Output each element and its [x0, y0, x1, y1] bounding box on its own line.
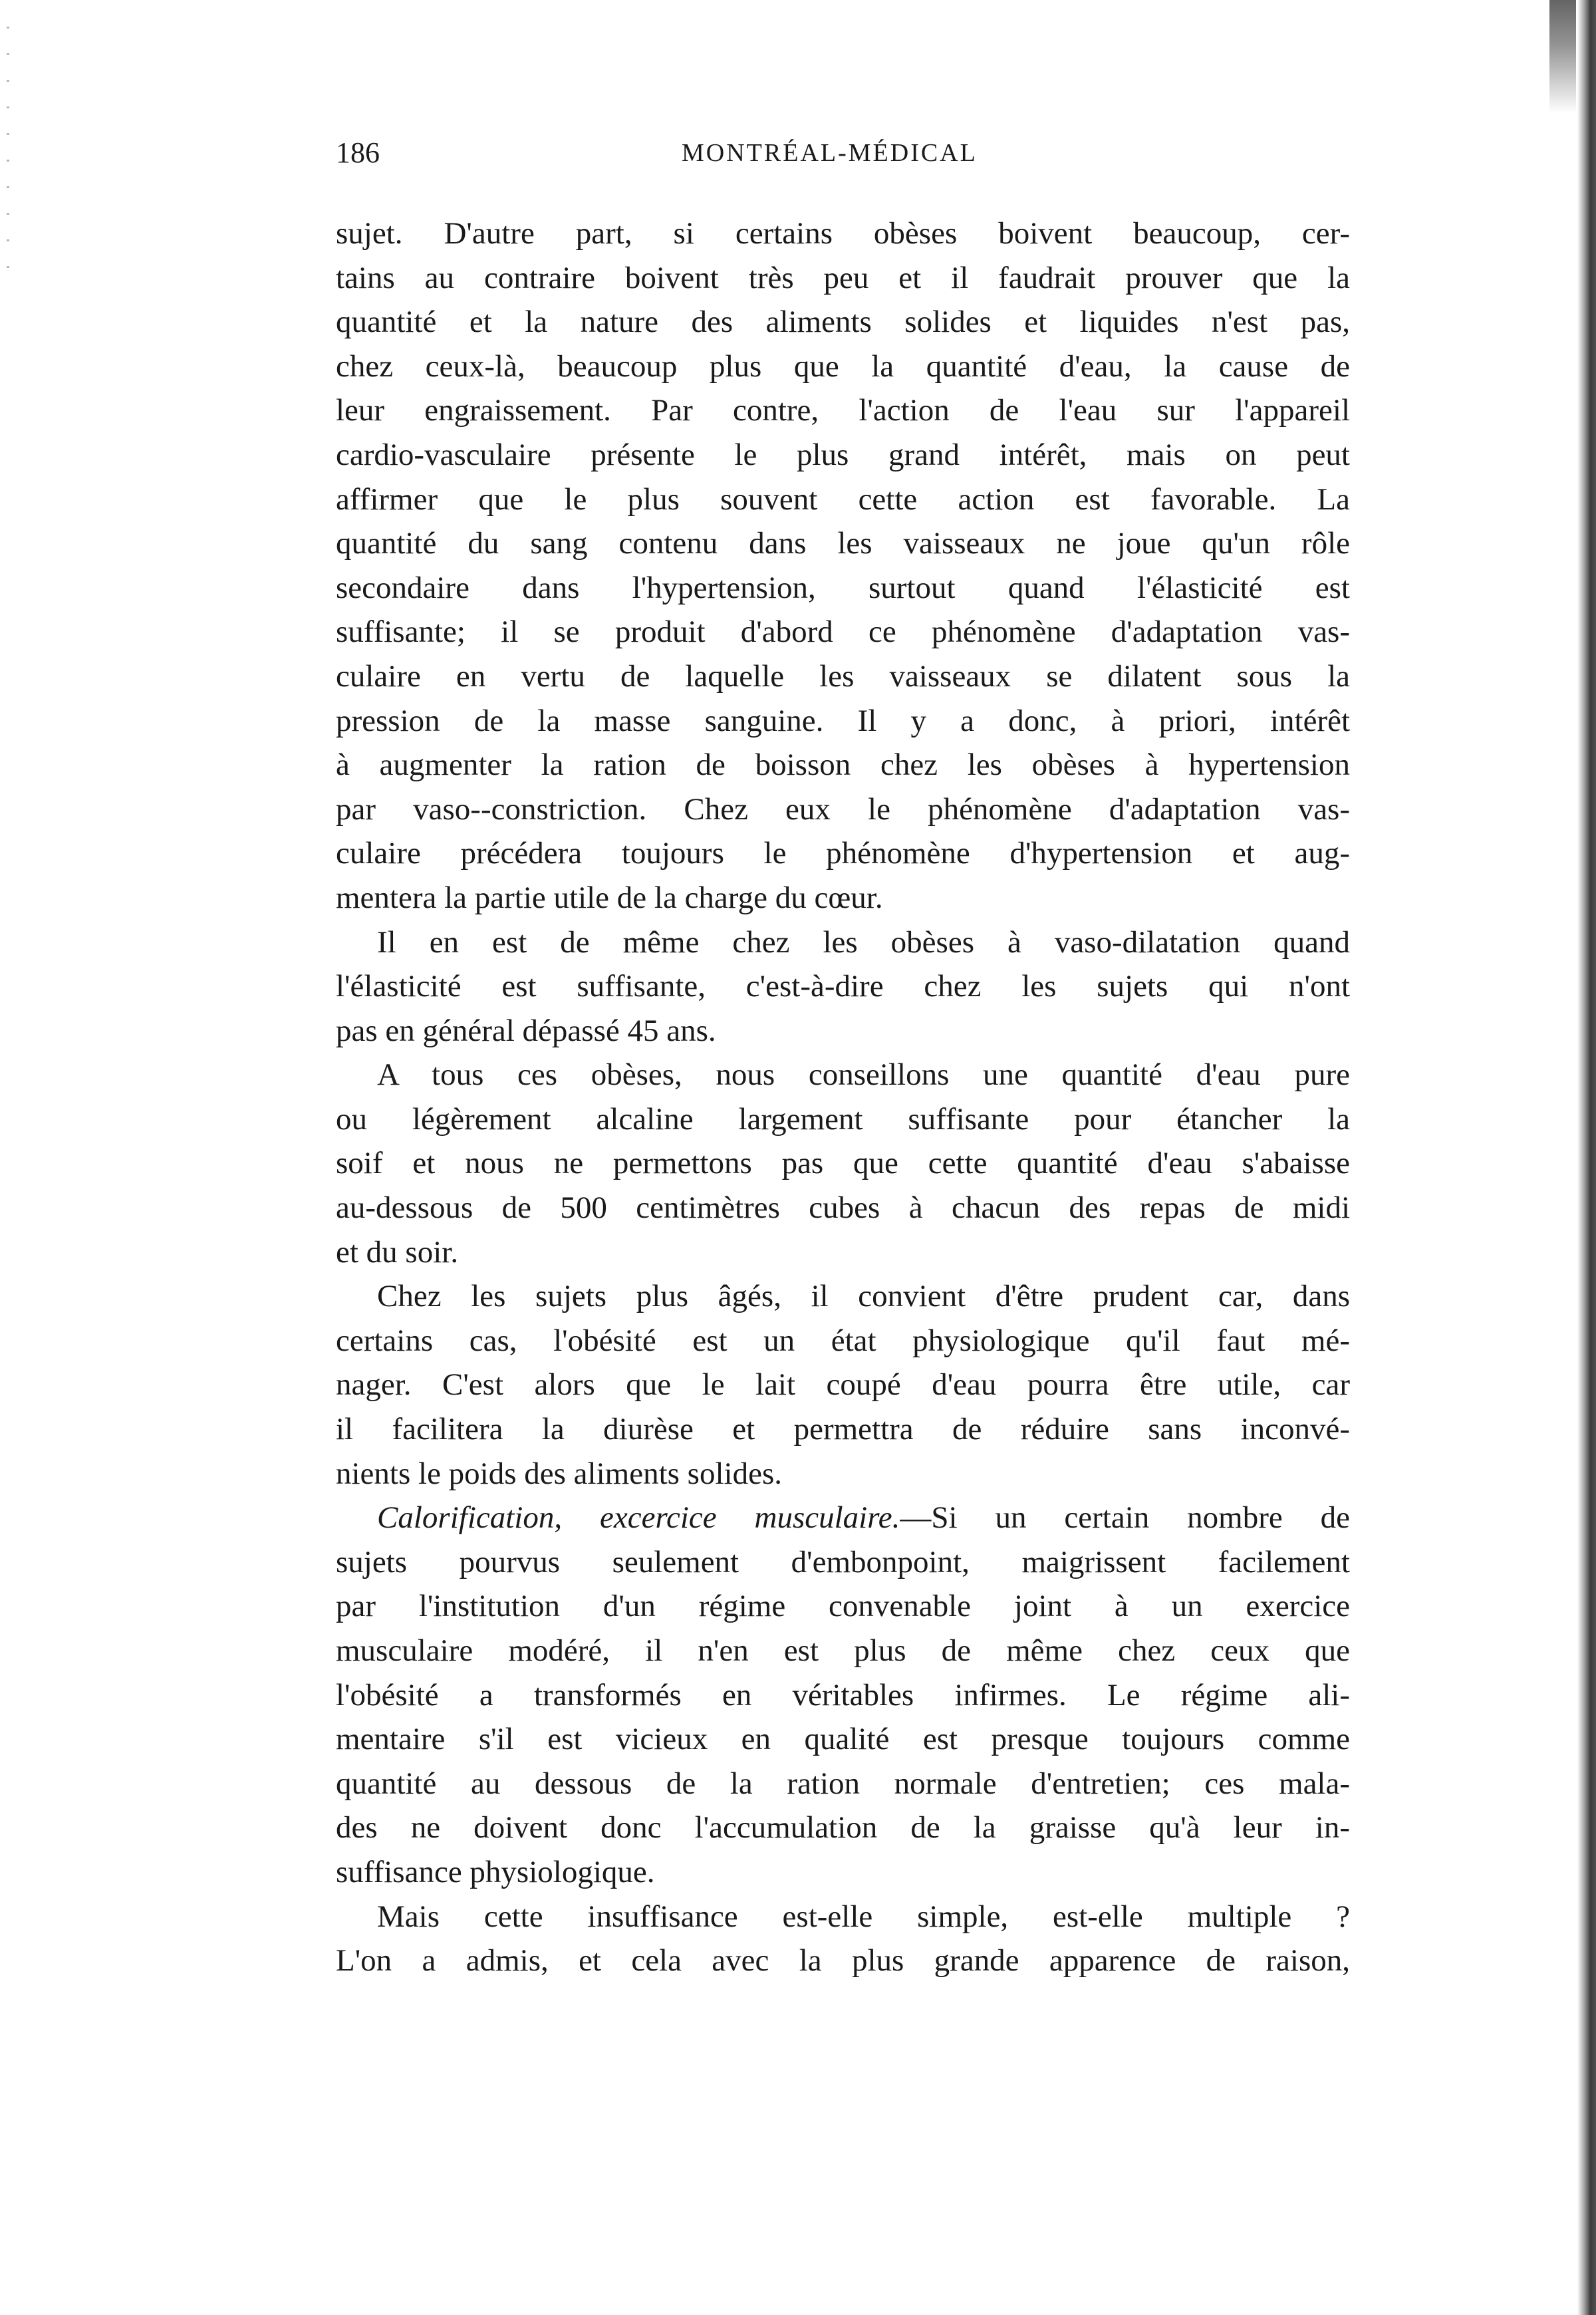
text-line: à augmenter la ration de boisson chez les obèses à hypertension: [336, 748, 1350, 783]
text-line: [336, 1496, 1350, 1540]
paragraph-2: [336, 920, 1350, 1053]
text-line: L'on a admis, et cela avec la plus grande apparence de raison,: [336, 1943, 1350, 1978]
text-line: culaire précédera toujours le phénomène d'hypertension et aug-: [336, 836, 1350, 871]
page-number: 186: [336, 136, 380, 169]
text-line: quantité au dessous de la ration normale d'entretien; ces mala-: [336, 1766, 1350, 1801]
text-line: leur engraissement. Par contre, l'action de l'eau sur l'appareil: [336, 393, 1350, 428]
text-line: certains cas, l'obésité est un état physiologique qu'il faut mé-: [336, 1323, 1350, 1358]
text-line: affirmer que le plus souvent cette action est favorable. La: [336, 481, 1350, 517]
text-line: Mais cette insuffisance est-elle simple, est-elle multiple ?: [377, 1899, 1350, 1934]
text-line: chez ceux-là, beaucoup plus que la quantité d'eau, la cause de: [336, 348, 1350, 384]
text-line: sujets pourvus seulement d'embonpoint, maigrissent facilement: [336, 1544, 1350, 1579]
text-line: Il en est de même chez les obèses à vaso-dilatation quand: [377, 924, 1350, 960]
page-header: [336, 133, 1333, 173]
paragraph-6: [336, 1895, 1350, 1983]
text-line: A tous ces obèses, nous conseillons une quantité d'eau pure: [377, 1057, 1350, 1093]
paragraph-3: [336, 1053, 1350, 1274]
text-line: Chez les sujets plus âgés, il convient d'être prudent car, dans: [377, 1279, 1350, 1314]
text-line: par l'institution d'un régime convenable joint à un exercice: [336, 1589, 1350, 1624]
text-line: quantité et la nature des aliments solides et liquides n'est pas,: [336, 305, 1350, 340]
paragraph-1: [336, 211, 1350, 920]
paragraph-5: [336, 1496, 1350, 1894]
scan-artifact-top-right: [1549, 0, 1576, 113]
text-line: secondaire dans l'hypertension, surtout quand l'élasticité est: [336, 570, 1350, 605]
scan-artifact-binding-edge: [1577, 0, 1596, 2315]
text-line: tains au contraire boivent très peu et il faudrait prouver que la: [336, 260, 1350, 295]
text-line: ou légèrement alcaline largement suffisante pour étancher la: [336, 1101, 1350, 1137]
text-line: suffisance physiologique.: [336, 1854, 655, 1889]
text-line: mentera la partie utile de la charge du cœur.: [336, 880, 883, 915]
section-lead-rest: —Si un certain nombre de: [900, 1500, 1350, 1536]
scan-artifact-left: [7, 27, 9, 293]
text-line: quantité du sang contenu dans les vaisseaux ne joue qu'un rôle: [336, 526, 1350, 561]
text-line: soif et nous ne permettons pas que cette quantité d'eau s'abaisse: [336, 1146, 1350, 1181]
text-line: l'élasticité est suffisante, c'est-à-dire chez les sujets qui n'ont: [336, 969, 1350, 1004]
text-line: suffisante; il se produit d'abord ce phénomène d'adaptation vas-: [336, 614, 1350, 650]
text-line: nients le poids des aliments solides.: [336, 1456, 782, 1491]
text-line: des ne doivent donc l'accumulation de la graisse qu'à leur in-: [336, 1810, 1350, 1845]
text-line: sujet. D'autre part, si certains obèses boivent beaucoup, cer-: [336, 216, 1350, 251]
text-line: mentaire s'il est vicieux en qualité est presque toujours comme: [336, 1722, 1350, 1757]
paragraph-4: [336, 1274, 1350, 1496]
text-line: nager. C'est alors que le lait coupé d'eau pourra être utile, car: [336, 1367, 1350, 1403]
text-line: il facilitera la diurèse et permettra de réduire sans inconvé-: [336, 1412, 1350, 1447]
text-line: par vaso--constriction. Chez eux le phénomène d'adaptation vas-: [336, 791, 1350, 827]
text-line: culaire en vertu de laquelle les vaisseaux se dilatent sous la: [336, 658, 1350, 694]
text-line: et du soir.: [336, 1234, 459, 1270]
text-line: l'obésité a transformés en véritables infirmes. Le régime ali-: [336, 1677, 1350, 1712]
text-line: pression de la masse sanguine. Il y a donc, à priori, intérêt: [336, 703, 1350, 738]
body-text: [336, 211, 1350, 1983]
text-line: pas en général dépassé 45 ans.: [336, 1013, 716, 1048]
text-line: au-dessous de 500 centimètres cubes à chacun des repas de midi: [336, 1190, 1350, 1226]
text-line: cardio-vasculaire présente le plus grand intérêt, mais on peut: [336, 437, 1350, 472]
running-title: MONTRÉAL-MÉDICAL: [682, 139, 978, 167]
section-lead-italic: Calorification, excercice musculaire.: [377, 1500, 900, 1536]
text-line: musculaire modéré, il n'en est plus de même chez ceux que: [336, 1633, 1350, 1668]
